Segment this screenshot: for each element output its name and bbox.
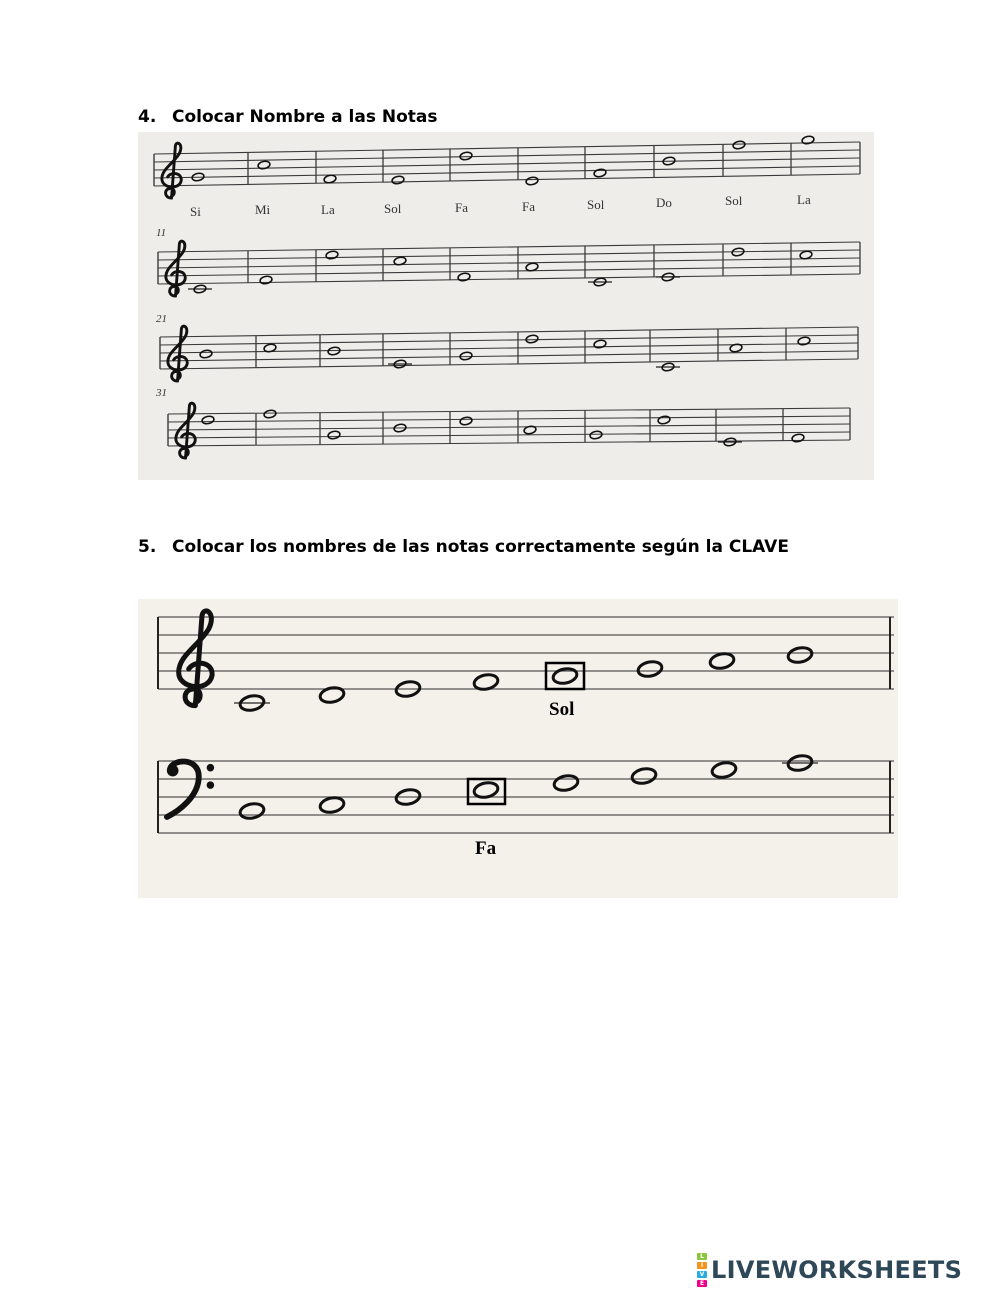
exercise-5-sheet-music <box>138 599 898 898</box>
exercise-4-number: 4. <box>138 107 157 127</box>
staff-line <box>168 440 850 446</box>
whole-note-head <box>457 272 470 282</box>
ex4-label-4: Sol <box>384 201 402 216</box>
whole-note-head <box>657 415 670 425</box>
exercise-5-number: 5. <box>138 537 157 557</box>
ex4-label-9: Sol <box>725 193 743 208</box>
ex4-note <box>718 437 742 447</box>
ex4-note <box>325 250 338 260</box>
exercise-4-title: Colocar Nombre a las Notas <box>172 107 438 127</box>
treble-reference-label: Sol <box>549 699 575 720</box>
staff-line <box>158 266 860 276</box>
treble-clef-icon <box>162 143 181 198</box>
whole-note-head <box>325 250 338 260</box>
ex4-note <box>459 416 472 426</box>
ex4-note <box>388 359 412 369</box>
ex4-label-5: Fa <box>455 200 468 215</box>
staff-line <box>160 327 858 337</box>
whole-note-head <box>391 175 404 185</box>
whole-note-head <box>263 409 276 419</box>
liveworksheets-brand <box>697 1255 962 1285</box>
whole-note-head <box>239 802 265 821</box>
bass-note <box>782 754 818 773</box>
ex4-staff-row-3 <box>160 326 858 381</box>
staff-line <box>160 359 858 369</box>
whole-note-head <box>553 774 579 793</box>
staff-line <box>158 274 860 284</box>
treble-note <box>552 667 578 686</box>
ex4-staff-row-2 <box>158 241 860 296</box>
ex4-note <box>263 409 276 419</box>
treble-note <box>637 660 663 679</box>
bass-staff <box>158 754 894 833</box>
treble-clef-path <box>162 143 181 198</box>
ex4-note <box>525 334 538 344</box>
ex4-note <box>588 277 612 287</box>
staff-line <box>158 250 860 260</box>
treble-clef-icon <box>176 403 195 458</box>
treble-clef-path <box>176 403 195 458</box>
ex4-row-number-11: 11 <box>156 227 167 239</box>
ex4-note <box>323 174 336 184</box>
ex4-label-2: Mi <box>255 202 271 217</box>
ex4-staff-row-4 <box>168 403 850 458</box>
logo-letter-e: E <box>697 1280 707 1287</box>
ex4-note <box>656 272 680 282</box>
ex4-note <box>525 176 538 186</box>
whole-note-head <box>459 416 472 426</box>
staff-line <box>158 258 860 268</box>
staff-line <box>160 351 858 361</box>
ex4-note <box>657 415 670 425</box>
ex4-label-7: Sol <box>587 197 605 212</box>
whole-note-head <box>787 646 813 665</box>
bass-clef-curve <box>167 762 199 817</box>
ex4-note <box>589 430 602 440</box>
bass-clef-icon <box>167 762 214 817</box>
treble-clef-icon <box>168 326 187 381</box>
ex4-row-number-31: 31 <box>156 387 167 399</box>
liveworksheets-logo <box>697 1253 707 1287</box>
bass-note <box>631 767 657 786</box>
ex4-row-numbers <box>155 227 167 399</box>
ex5-staves <box>158 611 894 833</box>
exercise-5-title: Colocar los nombres de las notas correctamente según la CLAVE <box>172 537 789 557</box>
whole-note-head <box>319 796 345 815</box>
ex4-note <box>259 275 272 285</box>
treble-reference-box <box>546 663 584 689</box>
whole-note-head <box>631 767 657 786</box>
liveworksheets-wordmark: LIVEWORKSHEETS <box>711 1256 963 1284</box>
whole-note-head <box>711 761 737 780</box>
ex4-staves <box>154 135 860 458</box>
ex4-note <box>791 433 804 443</box>
ex4-note <box>327 430 340 440</box>
ex4-label-6: Fa <box>522 199 535 214</box>
ex4-label-8: Do <box>656 195 672 210</box>
whole-note-head <box>797 336 810 346</box>
treble-clef-path <box>166 241 185 296</box>
ex4-note <box>593 168 606 178</box>
treble-clef-icon <box>179 611 212 706</box>
ex4-note <box>199 349 212 359</box>
ex4-note <box>188 284 212 294</box>
exercise-5-heading <box>138 537 789 557</box>
ex4-note <box>656 362 680 372</box>
staff-line <box>158 242 860 252</box>
whole-note-head <box>791 433 804 443</box>
treble-note <box>234 694 270 713</box>
ex4-label-1: Si <box>190 204 201 219</box>
exercise-4-heading <box>138 107 437 127</box>
exercise-4-sheet-music <box>138 132 874 480</box>
staff-line <box>168 432 850 438</box>
ex4-note <box>459 151 472 161</box>
ex4-note <box>797 336 810 346</box>
treble-note <box>787 646 813 665</box>
ex4-note <box>457 272 470 282</box>
whole-note-head <box>593 339 606 349</box>
ex4-label-10: La <box>797 192 811 207</box>
treble-clef-path <box>179 611 212 706</box>
treble-staff <box>158 611 894 712</box>
whole-note-head <box>201 415 214 425</box>
bass-clef-dot-upper <box>207 764 215 772</box>
logo-letter-v: V <box>697 1271 707 1278</box>
whole-note-head <box>525 334 538 344</box>
whole-note-head <box>459 151 472 161</box>
logo-letter-i: I <box>697 1262 707 1269</box>
whole-note-head <box>323 174 336 184</box>
ex4-staff-row-1 <box>154 135 860 198</box>
whole-note-head <box>259 275 272 285</box>
ex4-row-number-21: 21 <box>156 313 167 325</box>
whole-note-head <box>199 349 212 359</box>
staff-line <box>168 424 850 430</box>
treble-note <box>709 652 735 671</box>
treble-clef-icon <box>166 241 185 296</box>
ex4-note <box>732 140 745 150</box>
whole-note-head <box>637 660 663 679</box>
whole-note-head <box>732 140 745 150</box>
whole-note-head <box>589 430 602 440</box>
treble-clef-path <box>168 326 187 381</box>
ex4-example-labels <box>190 192 811 219</box>
whole-note-head <box>327 430 340 440</box>
ex4-label-3: La <box>321 202 335 217</box>
bass-note <box>239 802 265 821</box>
bass-reference-label: Fa <box>475 838 497 859</box>
staff-line <box>160 335 858 345</box>
whole-note-head <box>525 176 538 186</box>
whole-note-head <box>593 168 606 178</box>
ex4-note <box>201 415 214 425</box>
ex4-note <box>593 339 606 349</box>
whole-note-head <box>552 667 578 686</box>
whole-note-head <box>709 652 735 671</box>
logo-letter-l: L <box>697 1253 707 1260</box>
ex4-note <box>391 175 404 185</box>
bass-note <box>319 796 345 815</box>
bass-note <box>711 761 737 780</box>
bass-note <box>553 774 579 793</box>
bass-clef-dot-lower <box>207 781 215 789</box>
